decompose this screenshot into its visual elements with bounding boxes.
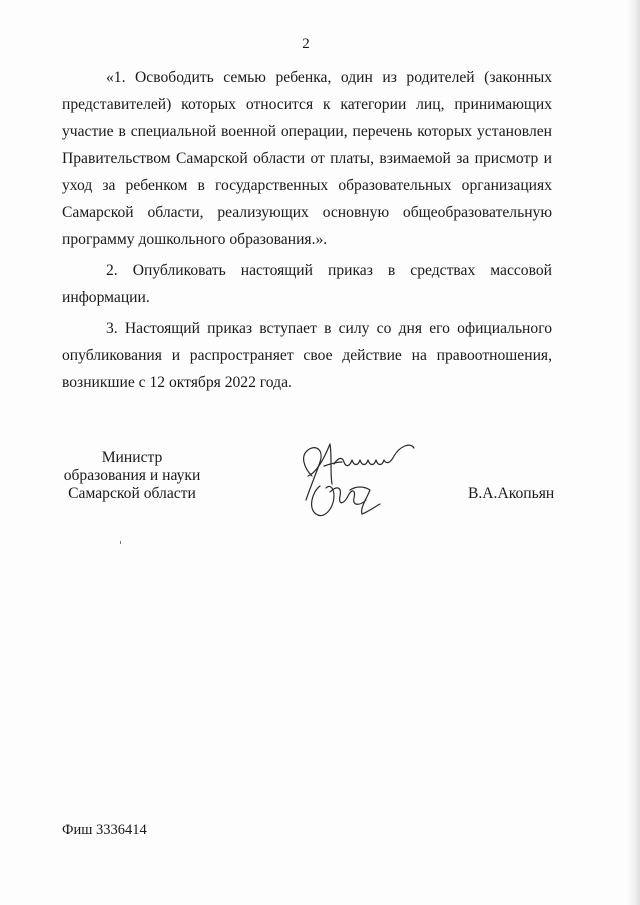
signer-title-line-1: Министр	[101, 449, 163, 466]
page-number: 2	[302, 36, 310, 52]
document-body	[62, 64, 552, 400]
paragraph-3: 3. Настоящий приказ вступает в силу со дня его официального опубликования и распространяет свое действие на правоотношения, возникшие с 12 октября 2022 года.	[62, 320, 552, 391]
handwritten-signature	[290, 428, 420, 528]
signer-title-line-3: Самарской области	[68, 485, 196, 502]
paragraph-1: «1. Освободить семью ребенка, один из родителей (законных представителей) которых относится к категории лиц, принимающих участие в специальной военной операции, перечень которых установлен Правительством Самарской области от платы, взимаемой за присмотр и уход за ребенком в государственных образовательных организациях Самарской области, реализующих основную общеобразовательную программу дошкольного образования.».	[62, 69, 552, 248]
footer-code: Фиш 3336414	[62, 822, 147, 838]
signer-title	[52, 449, 212, 503]
scan-speck	[120, 541, 121, 544]
paragraph-2: 2. Опубликовать настоящий приказ в средствах массовой информации.	[62, 262, 552, 306]
signer-name: В.А.Акопьян	[468, 485, 555, 502]
page-edge-shadow	[626, 0, 640, 905]
signer-title-line-2: образования и науки	[63, 467, 201, 484]
